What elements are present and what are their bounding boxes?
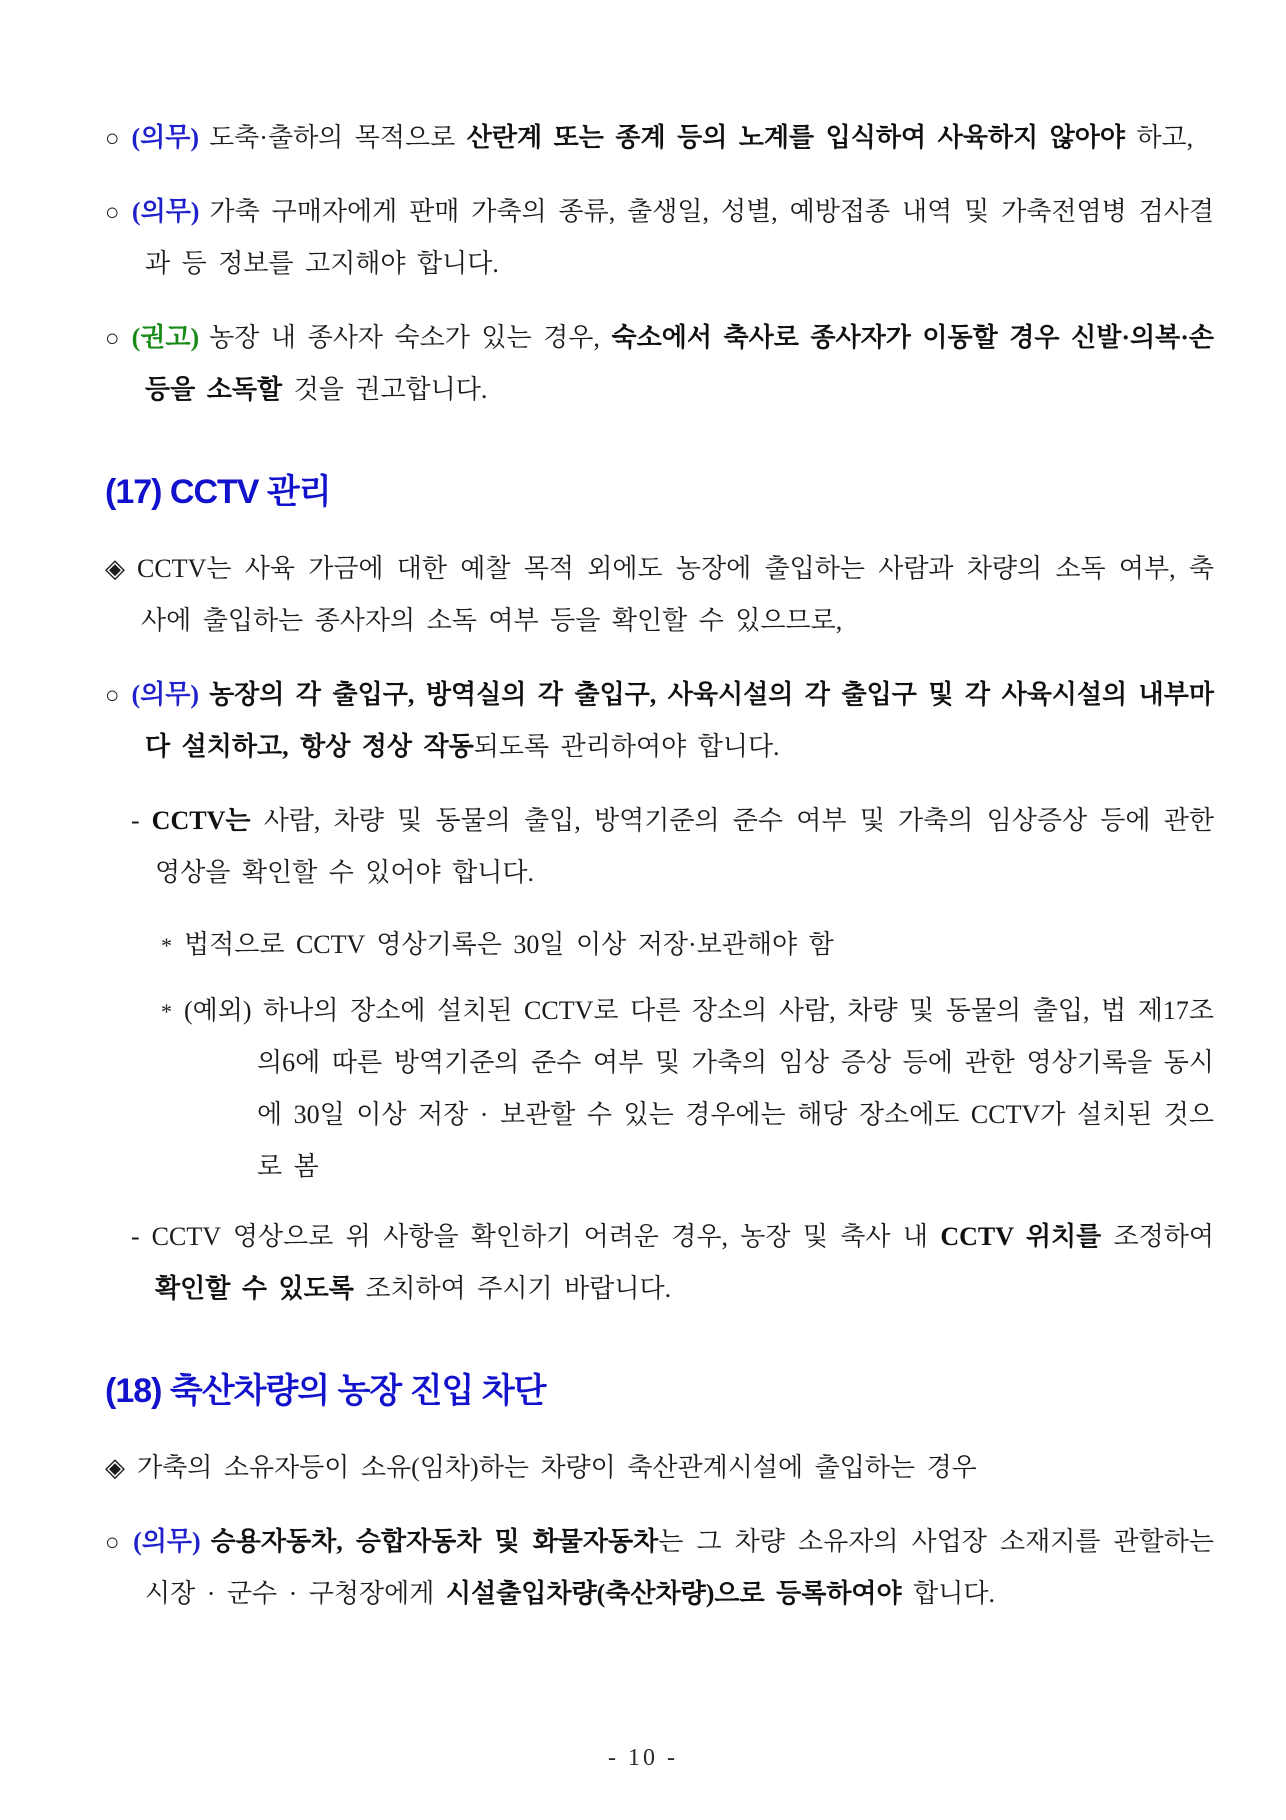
text-run: 농장의 각 출입구, 방역실의 각 출입구, 사육시설의 각 출입구 및 각 사육시설의 내부마다 설치하고, 항상 정상 작동 bbox=[145, 680, 1215, 761]
circle-bullet-icon: ○ bbox=[105, 326, 120, 352]
paragraph bbox=[105, 112, 1214, 164]
text-run: 것을 권고합니다. bbox=[282, 375, 488, 404]
paragraph bbox=[105, 1211, 1214, 1315]
text-run: 농장 내 종사자 숙소가 있는 경우, bbox=[209, 323, 612, 352]
document-body bbox=[105, 112, 1214, 1642]
paragraph bbox=[105, 795, 1214, 899]
category-tag: (의무) bbox=[131, 680, 200, 709]
text-run: 확인할 수 있도록 bbox=[155, 1274, 354, 1303]
text-run: 는 그 차량 소유자의 사업장 소재지를 관할하는 시장 · 군수 · 구청장에게 bbox=[145, 1527, 1215, 1608]
circle-bullet-icon: ○ bbox=[105, 200, 120, 226]
asterisk-bullet-icon: * bbox=[161, 933, 172, 958]
text-run: 사람, 차량 및 동물의 출입, 방역기준의 준수 여부 및 가축의 임상증상 등에 관한 영상을 확인할 수 있어야 합니다. bbox=[155, 806, 1214, 887]
text-run: 산란계 또는 종계 등의 노계를 입식하여 사육하지 않아야 bbox=[466, 123, 1125, 152]
section-heading: (18) 축산차량의 농장 진입 차단 bbox=[105, 1372, 546, 1410]
diamond-bullet-icon: ◈ bbox=[105, 554, 125, 583]
paragraph bbox=[105, 543, 1214, 647]
text-run: 승용자동차, 승합자동차 및 화물자동차 bbox=[210, 1527, 659, 1556]
text-run: (예외) 하나의 장소에 설치된 CCTV로 다른 장소의 사람, 차량 및 동물의 출입, 법 제17조의6에 따른 방역기준의 준수 여부 및 가축의 임상 증상 등에 관한 영상기록을 동시에 30일 이상 저장 · 보관할 수 있는 경우에는 해당 장소에도 CCTV가 설치된 것으로 봄 bbox=[184, 996, 1214, 1181]
dash-bullet-icon: - bbox=[131, 806, 140, 835]
category-tag: (의무) bbox=[133, 1527, 201, 1556]
text-run: CCTV 위치를 bbox=[940, 1222, 1102, 1251]
page-number: - 10 - bbox=[608, 1745, 678, 1771]
text-run: 가축 구매자에게 판매 가축의 종류, 출생일, 성별, 예방접종 내역 및 가축전염병 검사결과 등 정보를 고지해야 합니다. bbox=[145, 197, 1214, 278]
text-run: 법적으로 CCTV 영상기록은 30일 이상 저장·보관해야 함 bbox=[184, 930, 834, 959]
text-run: CCTV는 사육 가금에 대한 예찰 목적 외에도 농장에 출입하는 사람과 차량의 소독 여부, 축사에 출입하는 종사자의 소독 여부 등을 확인할 수 있으므로, bbox=[137, 554, 1214, 635]
text-run: 되도록 관리하여야 합니다. bbox=[473, 732, 780, 761]
circle-bullet-icon: ○ bbox=[105, 126, 120, 152]
paragraph bbox=[105, 1516, 1214, 1620]
section-heading: (17) CCTV 관리 bbox=[105, 473, 331, 511]
text-run: 가축의 소유자등이 소유(임차)하는 차량이 축산관계시설에 출입하는 경우 bbox=[137, 1453, 977, 1482]
diamond-bullet-icon: ◈ bbox=[105, 1453, 125, 1482]
category-tag: (의무) bbox=[131, 123, 200, 152]
circle-bullet-icon: ○ bbox=[105, 1530, 122, 1556]
text-run: CCTV는 bbox=[151, 806, 251, 835]
category-tag: (권고) bbox=[131, 323, 200, 352]
paragraph bbox=[105, 985, 1214, 1193]
paragraph bbox=[105, 669, 1214, 773]
text-run: CCTV 영상으로 위 사항을 확인하기 어려운 경우, 농장 및 축사 내 bbox=[151, 1222, 941, 1251]
dash-bullet-icon: - bbox=[131, 1222, 140, 1251]
text-run: 하고, bbox=[1124, 123, 1194, 152]
category-tag: (의무) bbox=[131, 197, 200, 226]
asterisk-bullet-icon: * bbox=[161, 999, 172, 1024]
paragraph bbox=[105, 312, 1214, 416]
text-run: 조치하여 주시기 바랍니다. bbox=[353, 1274, 672, 1303]
text-run: 조정하여 bbox=[1101, 1222, 1214, 1251]
text-run: 시설출입차량(축산차량)으로 등록하여야 bbox=[445, 1579, 902, 1608]
paragraph bbox=[105, 919, 1214, 971]
text-run: 숙소에서 축사로 종사자가 이동할 경우 신발·의복·손 등을 소독할 bbox=[145, 323, 1215, 404]
text-run: 합니다. bbox=[901, 1579, 996, 1608]
circle-bullet-icon: ○ bbox=[105, 683, 120, 709]
text-run: 도축·출하의 목적으로 bbox=[209, 123, 467, 152]
paragraph bbox=[105, 1442, 1214, 1494]
paragraph bbox=[105, 186, 1214, 290]
